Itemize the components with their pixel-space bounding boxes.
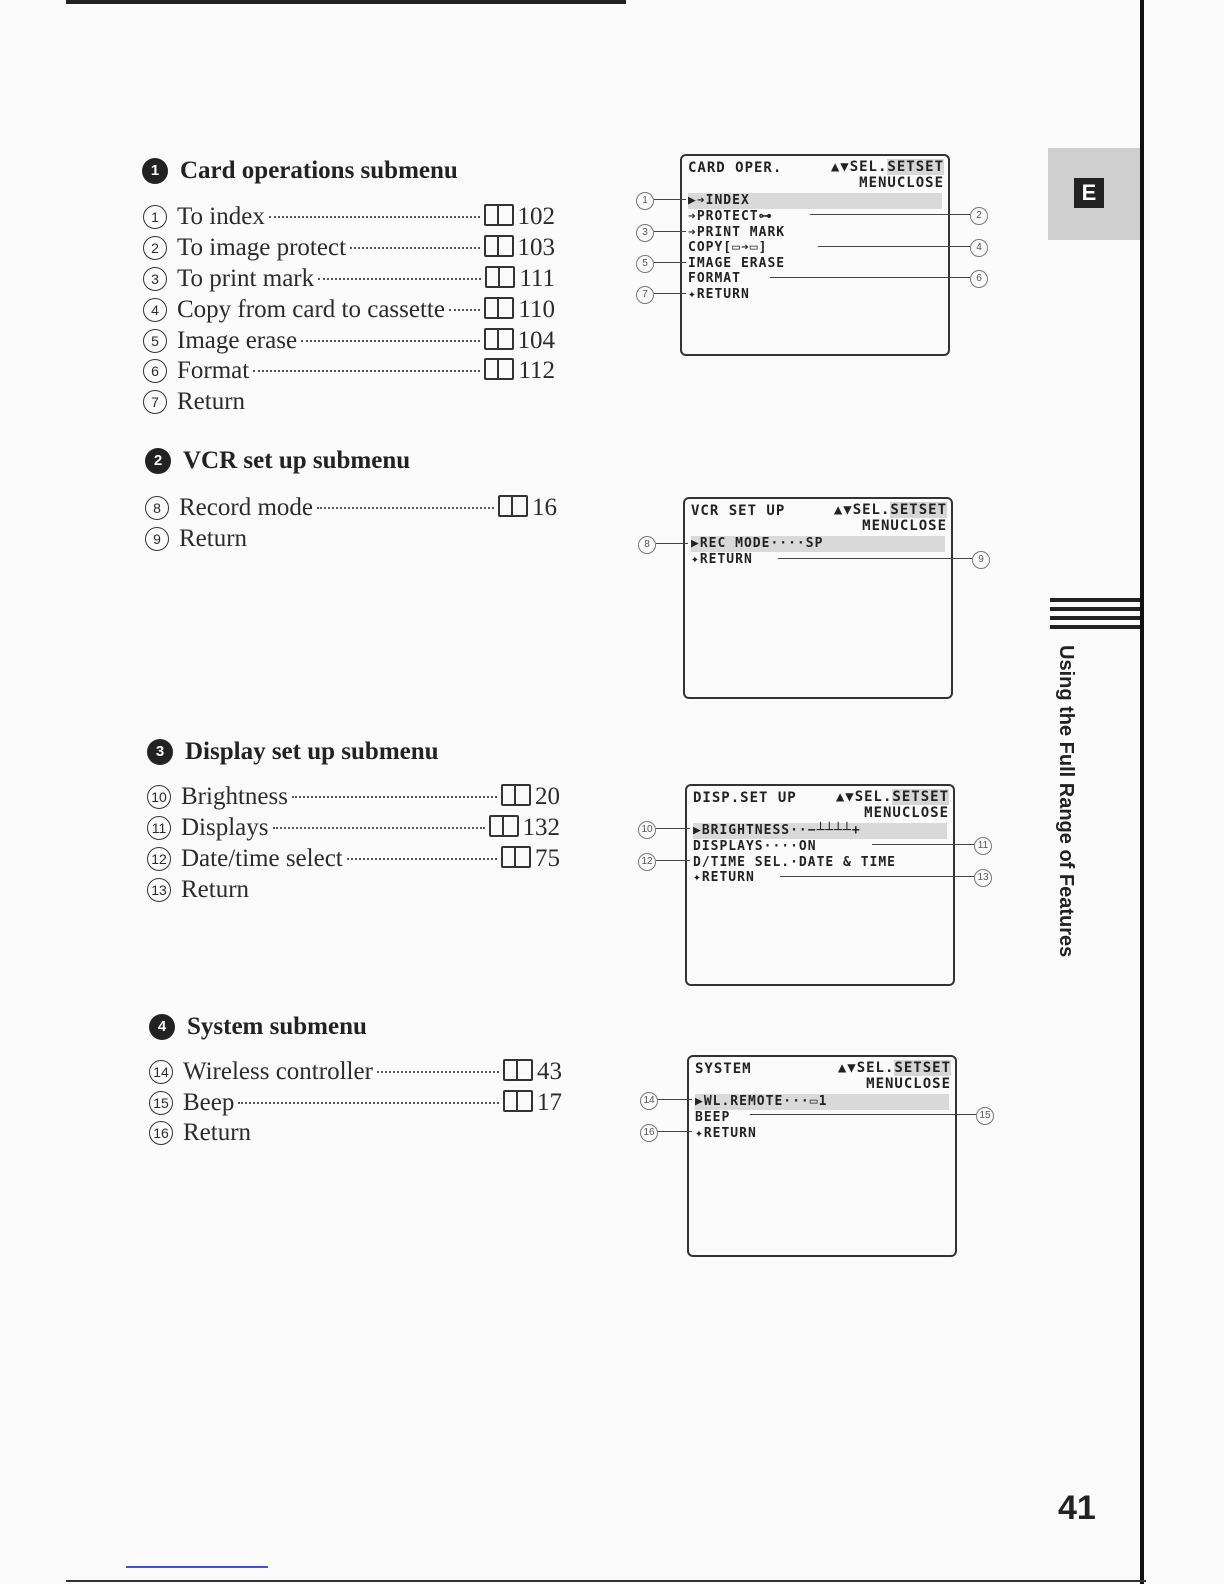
callout: 16 [640, 1123, 658, 1142]
section-card-heading [142, 156, 458, 186]
menu-screen-display [685, 784, 955, 986]
book-icon [484, 328, 514, 350]
section-badge: 4 [149, 1014, 175, 1040]
section-title: Card operations submenu [180, 157, 458, 184]
callout: 9 [972, 550, 990, 569]
screen-title: SYSTEM [695, 1061, 752, 1077]
book-icon [498, 495, 528, 517]
screen-row: COPY[▭➔▭] [688, 240, 768, 255]
list-item: 1 To index 102 [143, 202, 555, 232]
menu-screen-system [687, 1055, 957, 1257]
screen-nav: ▲▼SEL.SETSET MENUCLOSE [833, 502, 947, 534]
menu-screen-vcr [683, 497, 953, 699]
list-item: 13 Return [147, 875, 249, 905]
list-item: 10 Brightness 20 [147, 782, 560, 812]
callout: 10 [638, 820, 656, 839]
callout: 4 [970, 238, 988, 257]
list-item: 16 Return [149, 1118, 251, 1148]
callout: 13 [974, 868, 992, 887]
callout: 7 [636, 285, 654, 304]
list-item: 7 Return [143, 387, 245, 417]
screen-row: DISPLAYS····ON [693, 839, 817, 854]
section-title: VCR set up submenu [183, 447, 411, 474]
callout: 2 [970, 206, 988, 225]
section-title: System submenu [187, 1013, 367, 1040]
callout: 3 [636, 223, 654, 242]
book-icon [501, 846, 531, 868]
section-system-heading [149, 1012, 367, 1042]
chapter-stripes [1050, 598, 1140, 634]
book-icon [503, 1059, 533, 1081]
screen-row: ▶WL.REMOTE···▭1 [695, 1094, 949, 1110]
screen-row: ➔PRINT MARK [688, 225, 786, 240]
callout: 5 [636, 254, 654, 273]
list-item: 11 Displays 132 [147, 813, 560, 843]
screen-nav: ▲▼SEL.SETSET MENUCLOSE [835, 789, 949, 821]
list-item: 4 Copy from card to cassette 110 [143, 295, 555, 325]
callout: 12 [638, 852, 656, 871]
screen-row: ✦RETURN [693, 870, 755, 885]
section-badge: 2 [145, 448, 171, 474]
book-icon [484, 235, 514, 257]
list-item: 9 Return [145, 524, 247, 554]
book-icon [489, 815, 519, 837]
bottom-rule [66, 1580, 1146, 1582]
book-icon [485, 266, 515, 288]
callout: 11 [974, 836, 992, 855]
list-item: 2 To image protect 103 [143, 233, 555, 263]
screen-row: BEEP [695, 1110, 731, 1125]
book-icon [484, 358, 514, 380]
blue-mark [126, 1566, 268, 1568]
list-item: 15 Beep 17 [149, 1088, 562, 1118]
menu-screen-card [680, 154, 950, 356]
book-icon [503, 1090, 533, 1112]
callout: 15 [976, 1106, 994, 1125]
list-item: 5 Image erase 104 [143, 326, 555, 356]
screen-row: D/TIME SEL.·DATE & TIME [693, 855, 897, 870]
book-icon [501, 784, 531, 806]
list-item: 8 Record mode 16 [145, 493, 557, 523]
screen-row: IMAGE ERASE [688, 256, 786, 271]
callout: 6 [970, 269, 988, 288]
section-vcr-heading [145, 446, 410, 476]
callout: 1 [636, 191, 654, 210]
section-badge: 3 [147, 739, 173, 765]
screen-row: ✦RETURN [688, 287, 750, 302]
chapter-tab-letter: E [1074, 178, 1104, 208]
top-rule [66, 0, 626, 4]
screen-row: ✦RETURN [691, 552, 753, 567]
page-number: 41 [1058, 1489, 1096, 1527]
screen-row: ▶BRIGHTNESS··−┴┴┴┴+ [693, 823, 947, 839]
list-item: 6 Format 112 [143, 356, 555, 386]
screen-row: ➔PROTECT⊶ [688, 209, 773, 224]
right-edge-bar [1140, 0, 1144, 1584]
book-icon [484, 297, 514, 319]
screen-row: ▶➔INDEX [688, 193, 942, 209]
callout: 8 [638, 535, 656, 554]
list-item: 12 Date/time select 75 [147, 844, 560, 874]
screen-nav: ▲▼SEL.SETSET MENUCLOSE [830, 159, 944, 191]
screen-row: FORMAT [688, 271, 741, 286]
screen-nav: ▲▼SEL.SETSET MENUCLOSE [837, 1060, 951, 1092]
screen-title: VCR SET UP [691, 503, 786, 519]
chapter-tab [1048, 148, 1140, 240]
screen-row: ✦RETURN [695, 1126, 757, 1141]
screen-row: ▶REC MODE····SP [691, 536, 945, 552]
list-item: 14 Wireless controller 43 [149, 1057, 562, 1087]
side-title: Using the Full Range of Features [1055, 645, 1077, 958]
list-item: 3 To print mark 111 [143, 264, 555, 294]
screen-title: DISP.SET UP [693, 790, 797, 806]
book-icon [484, 204, 514, 226]
screen-title: CARD OPER. [688, 160, 783, 176]
section-badge: 1 [142, 158, 168, 184]
section-title: Display set up submenu [185, 738, 439, 765]
section-display-heading [147, 737, 439, 767]
callout: 14 [640, 1091, 658, 1110]
